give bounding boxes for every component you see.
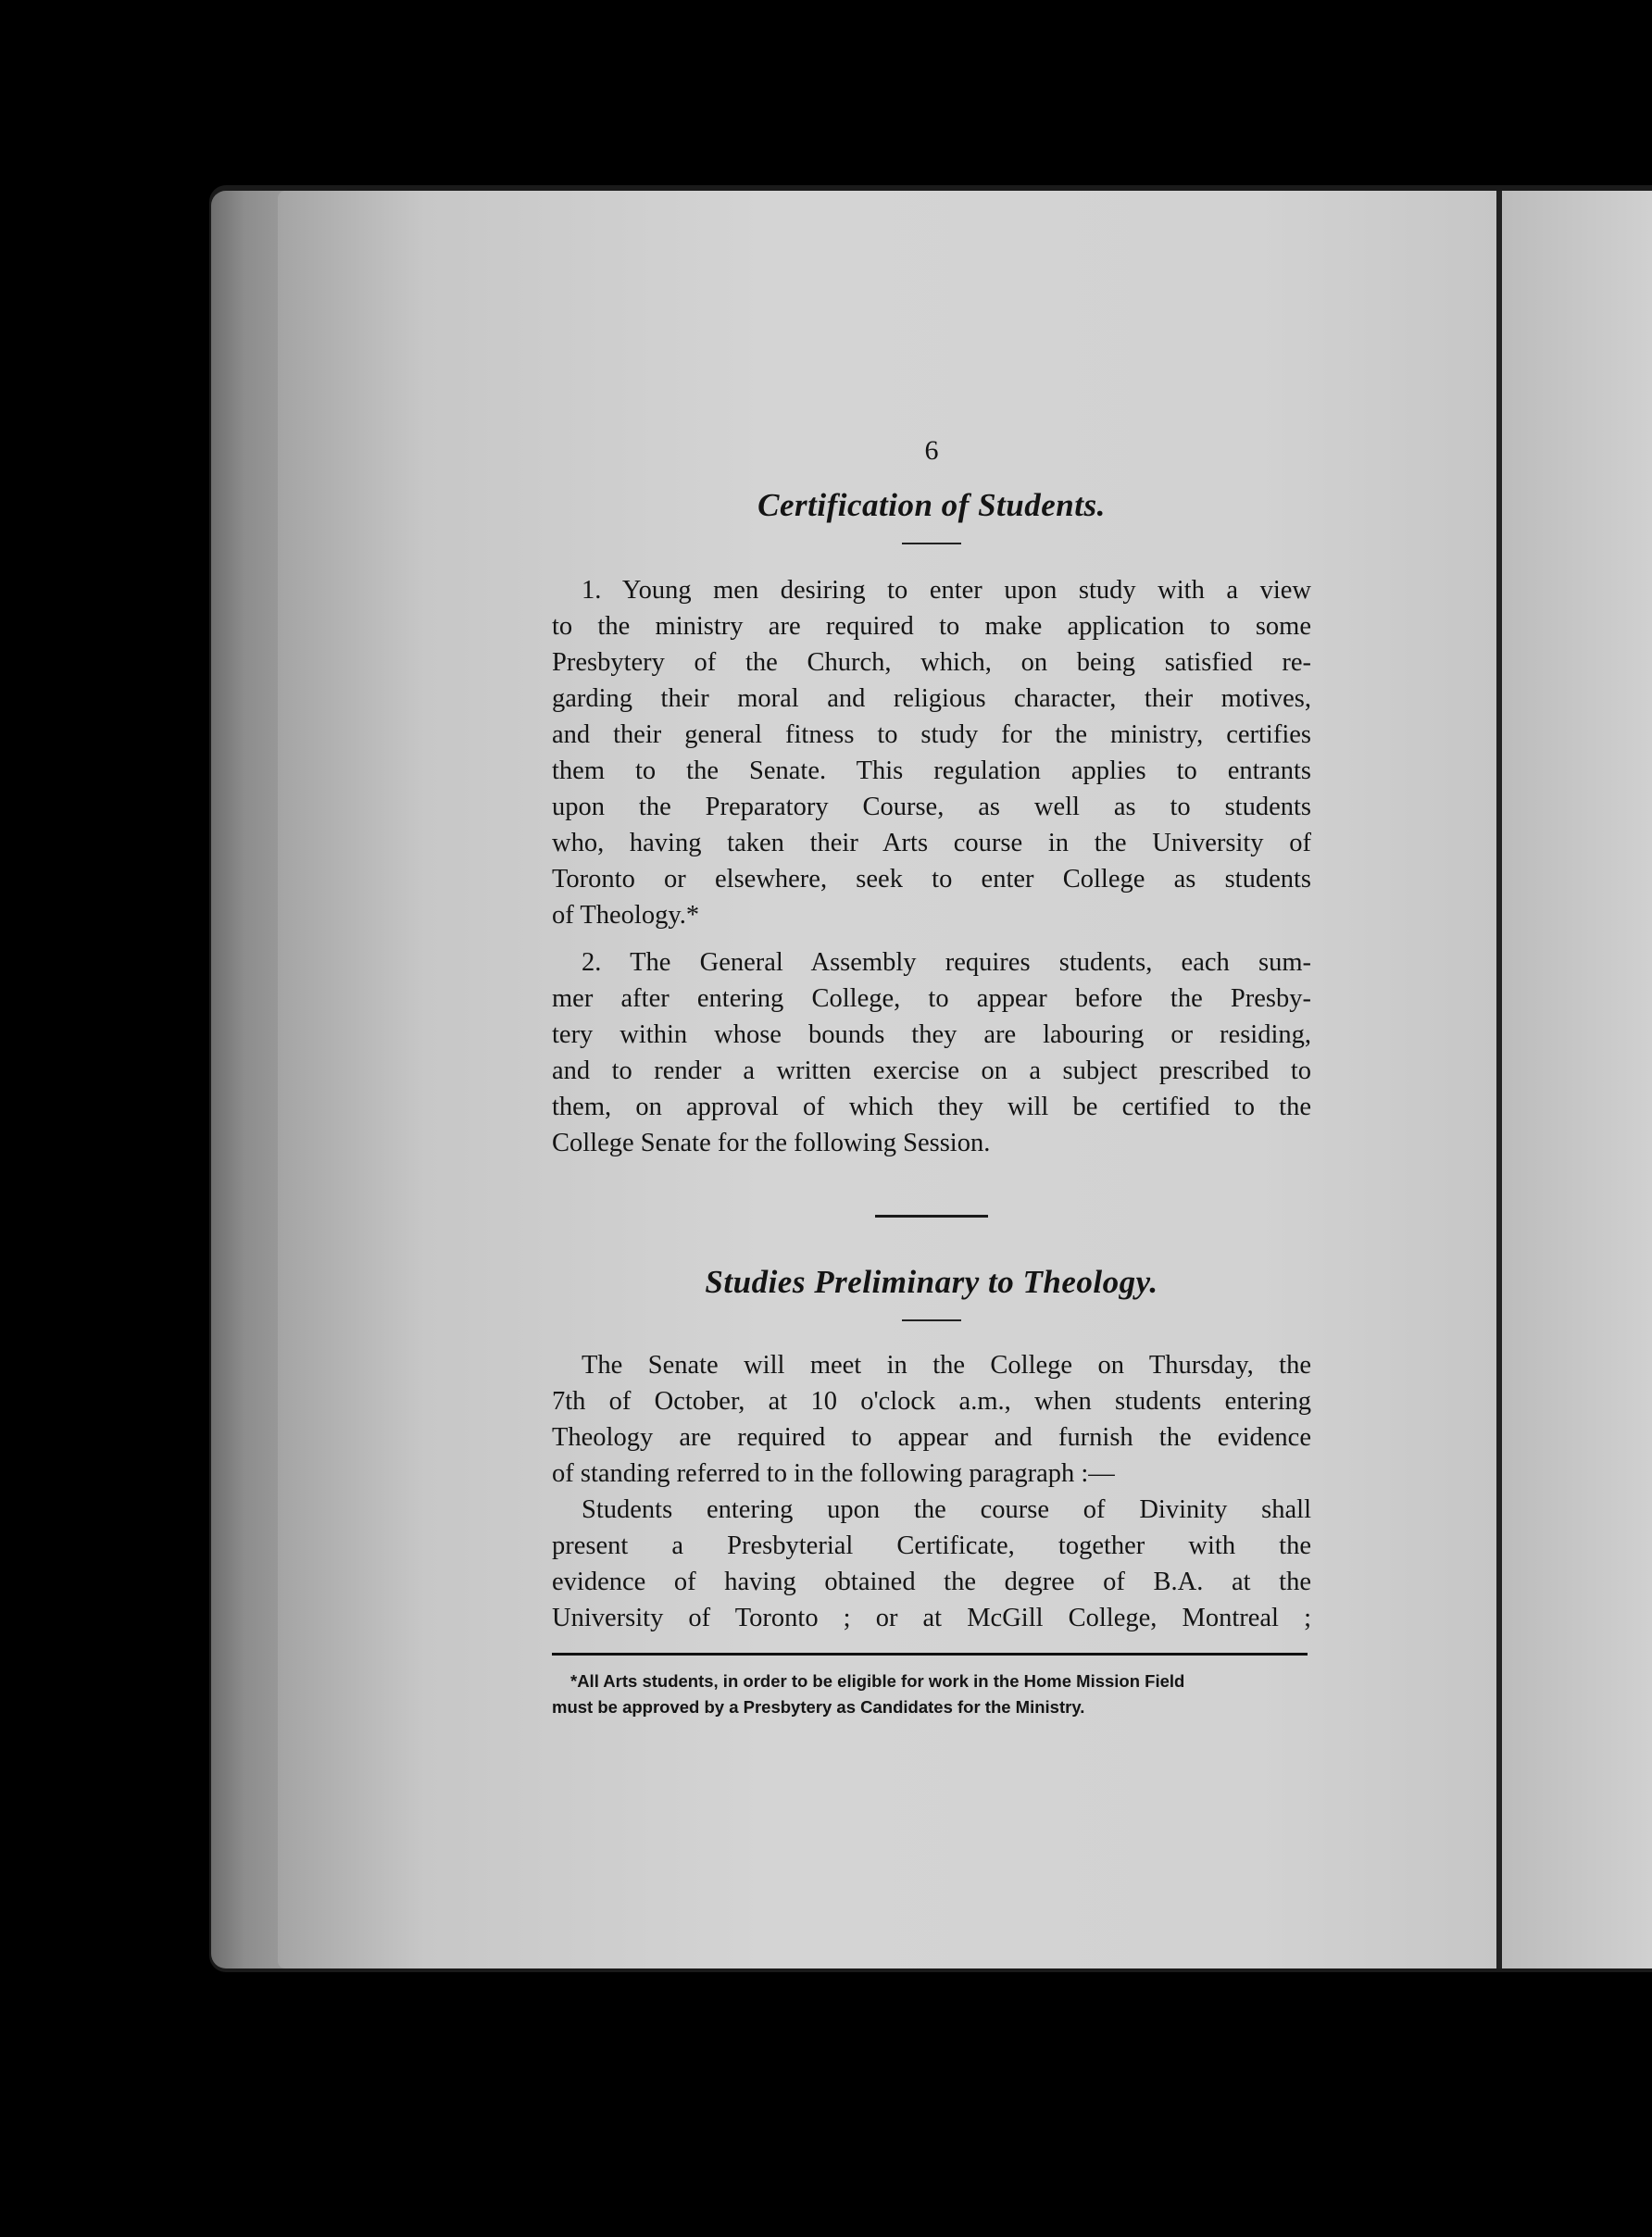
text-line: 1. Young men desiring to enter upon study with a view bbox=[582, 576, 1311, 605]
text-line: upon the Preparatory Course, as well as to students bbox=[552, 793, 1311, 821]
text-line: The Senate will meet in the College on Thursday, the bbox=[582, 1351, 1311, 1380]
text-line: them to the Senate. This regulation applies to entrants bbox=[552, 756, 1311, 785]
text-line: them, on approval of which they will be certified to the bbox=[552, 1093, 1311, 1121]
text-line: of standing referred to in the following paragraph :— bbox=[552, 1459, 1115, 1488]
text-line: Theology are required to appear and furnish the evidence bbox=[552, 1423, 1311, 1452]
footnote-line: must be approved by a Presbytery as Candidates for the Ministry. bbox=[552, 1697, 1085, 1717]
text-line: evidence of having obtained the degree of B.A. at the bbox=[552, 1568, 1311, 1596]
section-title-certification: Certification of Students. bbox=[757, 487, 1106, 523]
text-line: Toronto or elsewhere, seek to enter College as students bbox=[552, 865, 1311, 894]
text-line: tery within whose bounds they are labouring or residing, bbox=[552, 1020, 1311, 1049]
footnote-line: *All Arts students, in order to be eligible for work in the Home Mission Field bbox=[570, 1671, 1185, 1691]
text-line: garding their moral and religious character, their motives, bbox=[552, 684, 1311, 713]
title-rule bbox=[902, 1319, 961, 1321]
next-page-edge bbox=[1502, 191, 1652, 1968]
text-line: mer after entering College, to appear before the Presby- bbox=[552, 984, 1311, 1013]
footnote bbox=[552, 1668, 1311, 1720]
text-line: present a Presbyterial Certificate, together with the bbox=[552, 1531, 1311, 1560]
page-number: 6 bbox=[924, 435, 939, 466]
text-line: and their general fitness to study for the ministry, certifies bbox=[552, 720, 1311, 749]
paragraph-certification-2 bbox=[552, 944, 1311, 1161]
title-rule bbox=[902, 543, 961, 544]
text-line: Students entering upon the course of Divinity shall bbox=[582, 1495, 1311, 1524]
page-content bbox=[552, 435, 1311, 1720]
text-line: who, having taken their Arts course in the University of bbox=[552, 829, 1311, 857]
paragraph-studies-1 bbox=[552, 1347, 1311, 1492]
text-line: College Senate for the following Session. bbox=[552, 1129, 991, 1157]
section-title-studies: Studies Preliminary to Theology. bbox=[705, 1264, 1158, 1300]
paragraph-studies-2 bbox=[552, 1492, 1311, 1636]
text-line: of Theology.* bbox=[552, 901, 700, 930]
footnote-rule bbox=[552, 1653, 1308, 1656]
text-line: Presbytery of the Church, which, on being satisfied re- bbox=[552, 648, 1311, 677]
text-line: and to render a written exercise on a subject prescribed to bbox=[552, 1056, 1311, 1085]
page-edge bbox=[211, 191, 285, 1968]
paragraph-certification-1 bbox=[552, 572, 1311, 933]
text-line: 2. The General Assembly requires students, each sum- bbox=[582, 948, 1311, 977]
text-line: 7th of October, at 10 o'clock a.m., when students entering bbox=[552, 1387, 1311, 1416]
text-line: University of Toronto ; or at McGill College, Montreal ; bbox=[552, 1604, 1311, 1632]
text-line: to the ministry are required to make application to some bbox=[552, 612, 1311, 641]
section-divider bbox=[875, 1215, 988, 1218]
